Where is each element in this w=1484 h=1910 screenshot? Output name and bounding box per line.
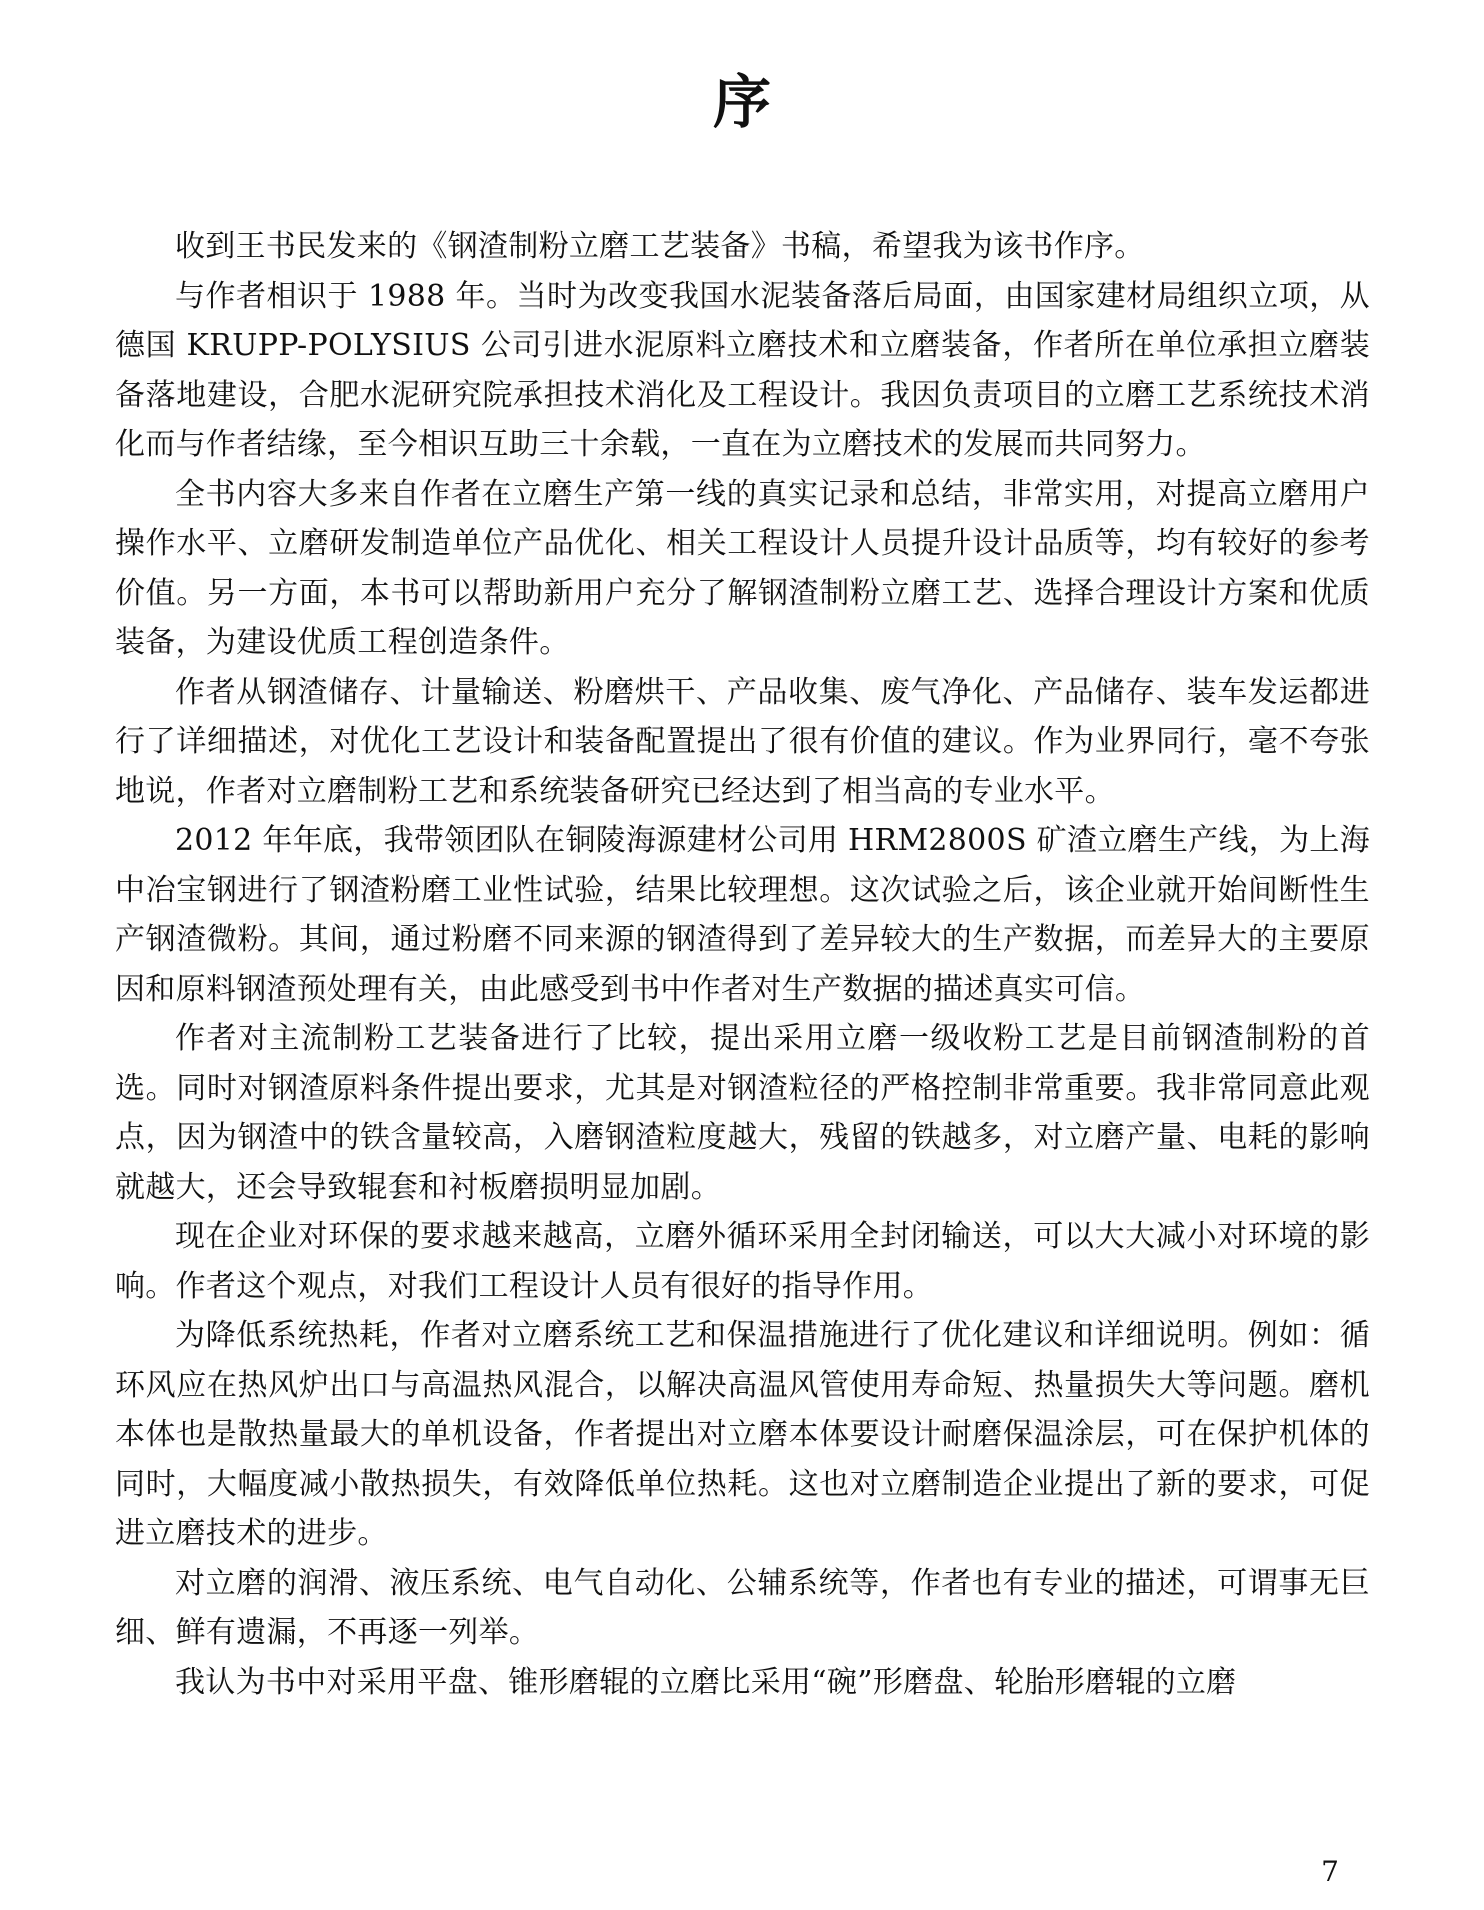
- paragraph: 作者对主流制粉工艺装备进行了比较，提出采用立磨一级收粉工艺是目前钢渣制粉的首选。同时对钢渣原料条件提出要求，尤其是对钢渣粒径的严格控制非常重要。我非常同意此观点，因为钢渣中的铁含量较高，入磨钢渣粒度越大，残留的铁越多，对立磨产量、电耗的影响就越大，还会导致辊套和衬板磨损明显加剧。: [115, 1021, 1370, 1205]
- paragraph: 全书内容大多来自作者在立磨生产第一线的真实记录和总结，非常实用，对提高立磨用户操作水平、立磨研发制造单位产品优化、相关工程设计人员提升设计品质等，均有较好的参考价值。另一方面，本书可以帮助新用户充分了解钢渣制粉立磨工艺、选择合理设计方案和优质装备，为建设优质工程创造条件。: [115, 476, 1370, 660]
- paragraph: 作者从钢渣储存、计量输送、粉磨烘干、产品收集、废气净化、产品储存、装车发运都进行了详细描述，对优化工艺设计和装备配置提出了很有价值的建议。作为业界同行，毫不夸张地说，作者对立磨制粉工艺和系统装备研究已经达到了相当高的专业水平。: [115, 674, 1370, 809]
- paragraph: 为降低系统热耗，作者对立磨系统工艺和保温措施进行了优化建议和详细说明。例如：循环风应在热风炉出口与高温热风混合，以解决高温风管使用寿命短、热量损失大等问题。磨机本体也是散热量最大的单机设备，作者提出对立磨本体要设计耐磨保温涂层，可在保护机体的同时，大幅度减小散热损失，有效降低单位热耗。这也对立磨制造企业提出了新的要求，可促进立磨技术的进步。: [115, 1318, 1370, 1551]
- page-title: 序: [712, 68, 771, 136]
- paragraph: 2012 年年底，我带领团队在铜陵海源建材公司用 HRM2800S 矿渣立磨生产线，为上海中冶宝钢进行了钢渣粉磨工业性试验，结果比较理想。这次试验之后，该企业就开始间断性生产钢渣微粉。其间，通过粉磨不同来源的钢渣得到了差异较大的生产数据，而差异大的主要原因和原料钢渣预处理有关，由此感受到书中作者对生产数据的描述真实可信。: [115, 823, 1370, 1007]
- body-text: [115, 222, 1370, 1707]
- paragraph: 我认为书中对采用平盘、锥形磨辊的立磨比采用“碗”形磨盘、轮胎形磨辊的立磨: [175, 1664, 1237, 1700]
- paragraph: 现在企业对环保的要求越来越高，立磨外循环采用全封闭输送，可以大大减小对环境的影响。作者这个观点，对我们工程设计人员有很好的指导作用。: [115, 1219, 1370, 1304]
- paragraph: 收到王书民发来的《钢渣制粉立磨工艺装备》书稿，希望我为该书作序。: [175, 229, 1145, 264]
- page-number: 7: [1321, 1855, 1339, 1888]
- paragraph: 与作者相识于 1988 年。当时为改变我国水泥装备落后局面，由国家建材局组织立项，从德国 KRUPP-POLYSIUS 公司引进水泥原料立磨技术和立磨装备，作者所在单位承担立磨装备落地建设，合肥水泥研究院承担技术消化及工程设计。我因负责项目的立磨工艺系统技术消化而与作者结缘，至今相识互助三十余载，一直在为立磨技术的发展而共同努力。: [115, 278, 1370, 462]
- paragraph: 对立磨的润滑、液压系统、电气自动化、公辅系统等，作者也有专业的描述，可谓事无巨细、鲜有遗漏，不再逐一列举。: [115, 1565, 1370, 1650]
